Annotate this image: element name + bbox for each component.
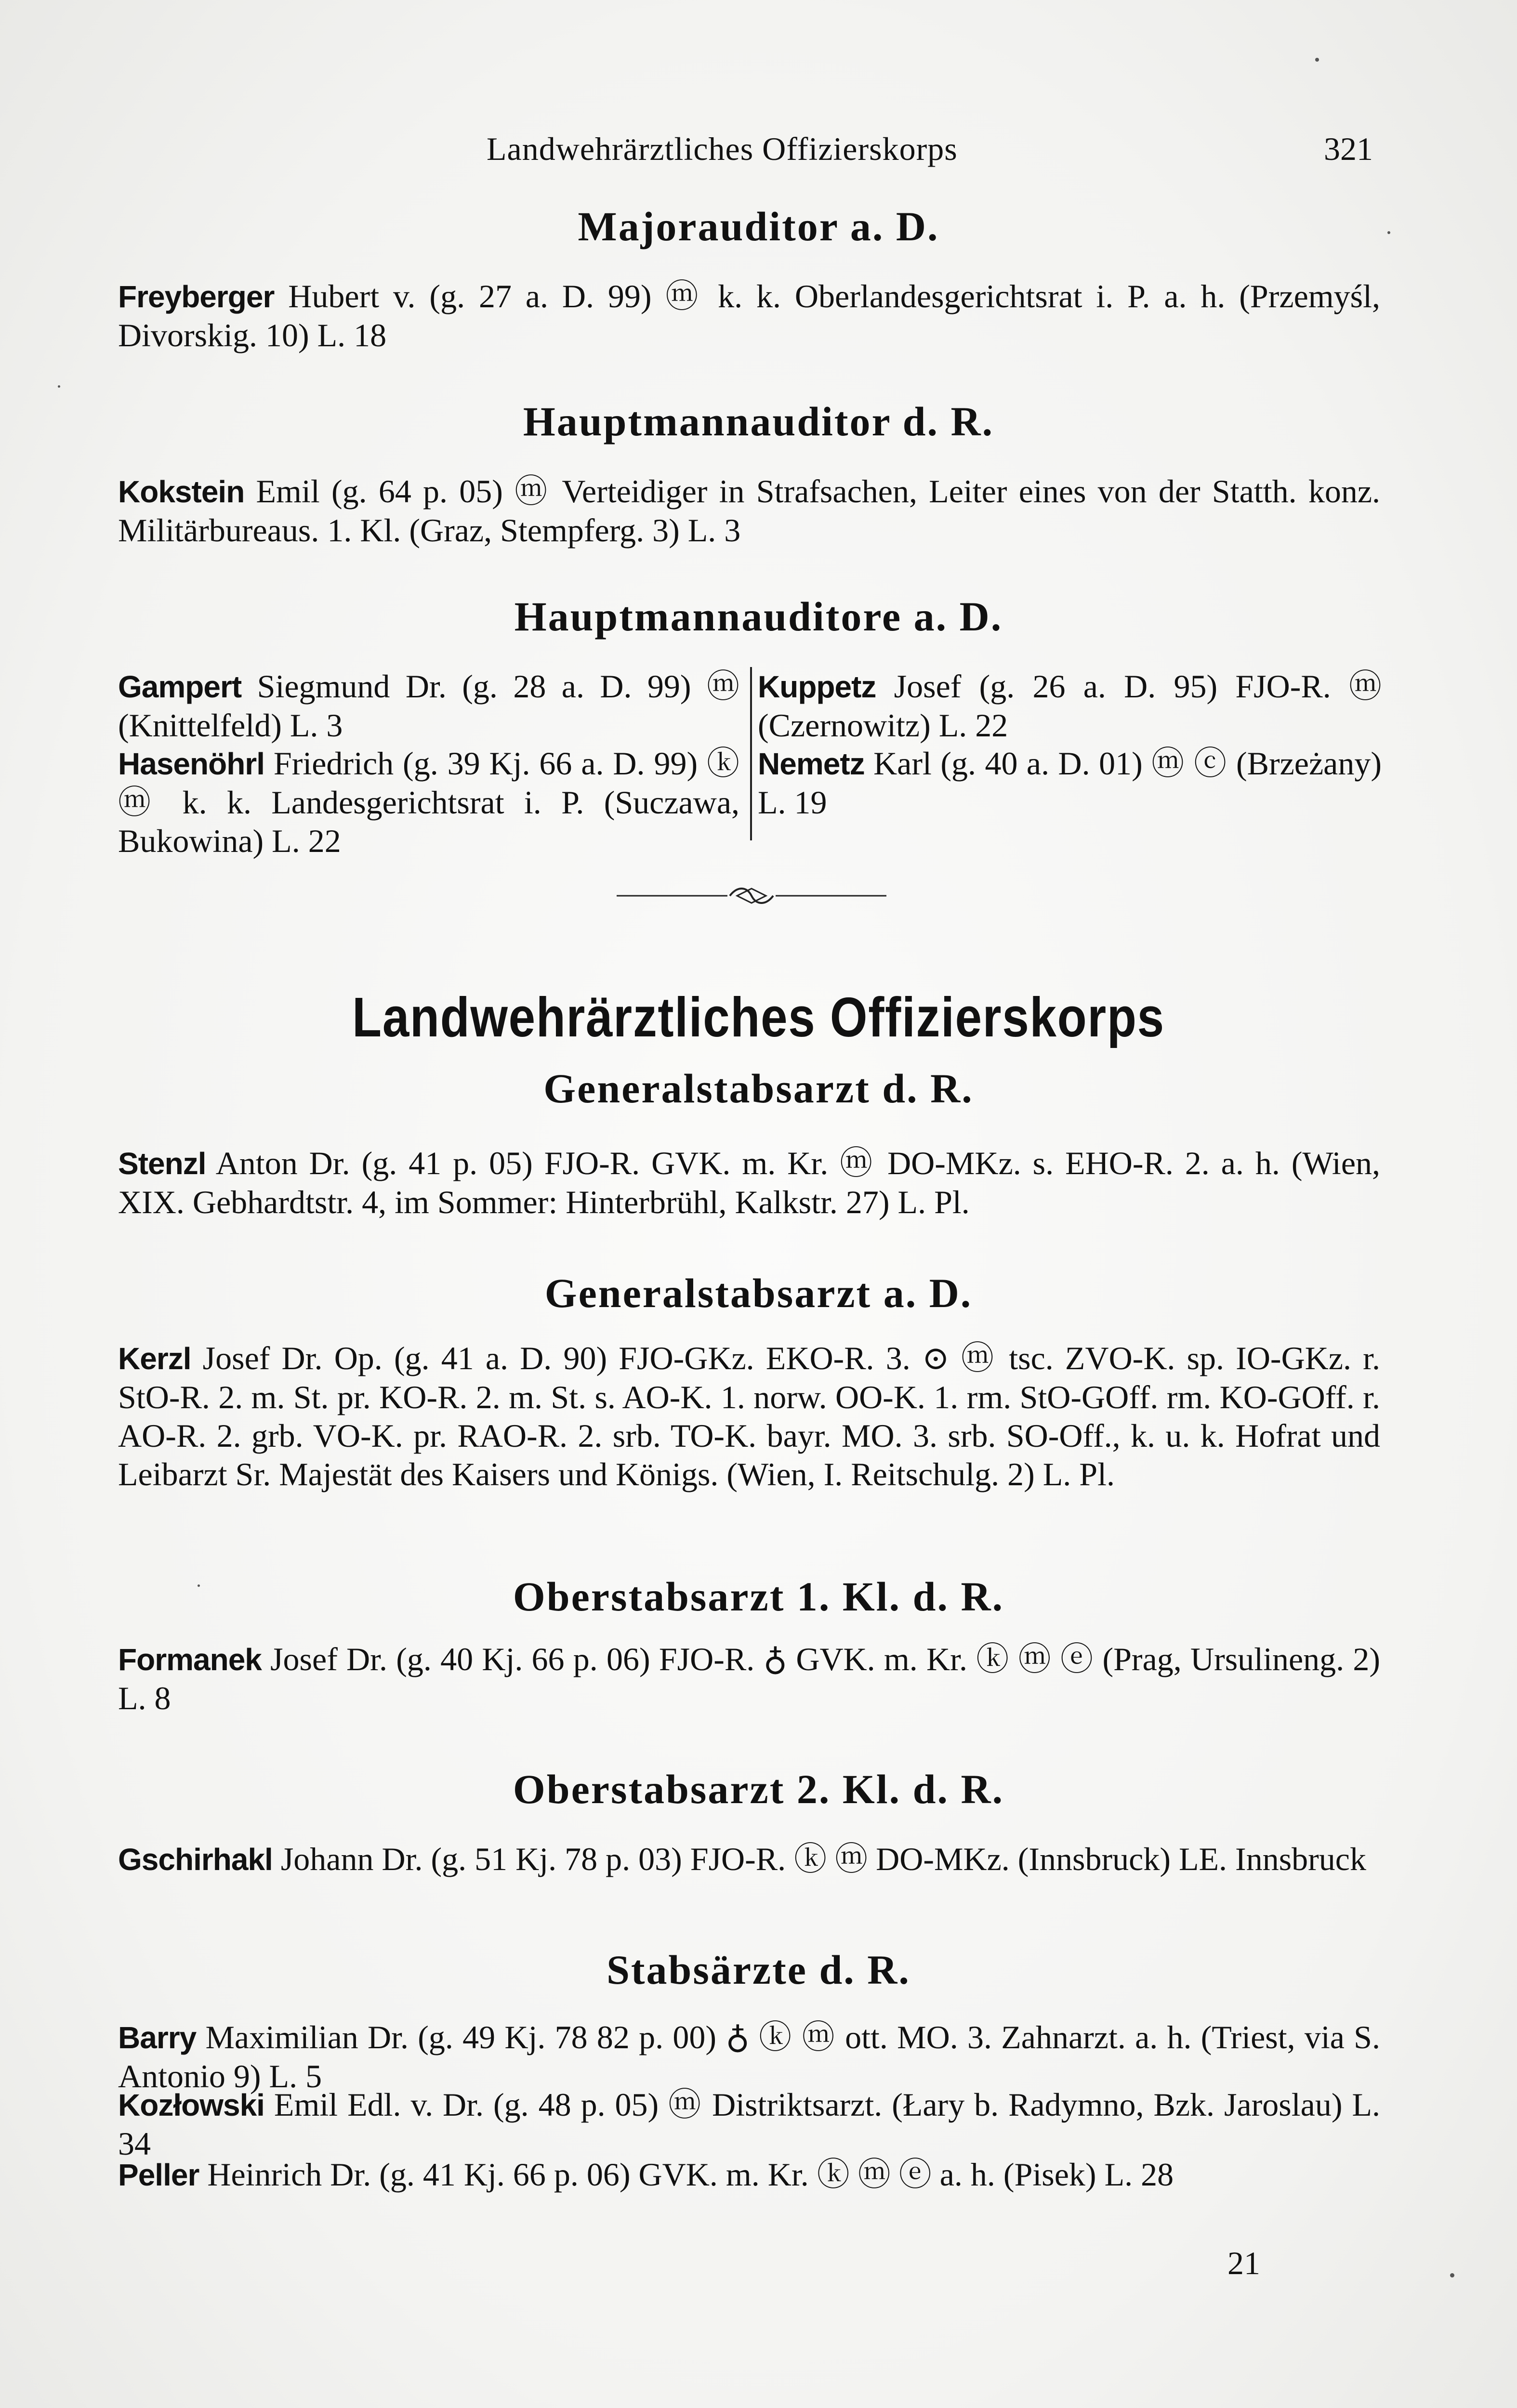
entry-text: Emil Edl. v. Dr. (g. 48 p. 05) ⓜ Distriktsarzt. (Łary b. Radymno, Bzk. Jaroslau) L. 34: [118, 2086, 1380, 2162]
entry-text: Josef Dr. Op. (g. 41 a. D. 90) FJO-GKz. EKO-R. 3. ⊙ ⓜ tsc. ZVO-K. sp. IO-GKz. r. StO-R. 2. m. St. pr. KO-R. 2. m. St. s. AO-K. 1. norw. OO-K. 1. rm. StO-GOff. rm. KO-GOff. r. AO-R. 2. grb. VO-K. pr. RAO-R. 2. srb. TO-K. bayr. MO. 3. srb. SO-Off., k. u. k. Hofrat und Leibarzt Sr. Majestät des Kaisers und Königs. (Wien, I. Reitschulg. 2) L. Pl.: [118, 1340, 1381, 1492]
entry-text: Karl (g. 40 a. D. 01) ⓜ ⓒ (Brzeżany) L. 19: [758, 745, 1382, 821]
ornament-divider: [617, 881, 886, 910]
entry-gschirhakl: [118, 1840, 1380, 1879]
entry-text: Johann Dr. (g. 51 Kj. 78 p. 03) FJO-R. ⓚ ⓜ DO-MKz. (Innsbruck) LE. Innsbruck: [280, 1841, 1366, 1877]
entry-text: Hubert v. (g. 27 a. D. 99) ⓜ k. k. Oberlandesgerichtsrat i. P. a. h. (Przemyśl, Divorskig. 10) L. 18: [118, 278, 1380, 353]
section-heading-generalstabsarzt-ad: Generalstabsarzt a. D.: [544, 1270, 973, 1316]
entry-text: Maximilian Dr. (g. 49 Kj. 78 82 p. 00) ♁ ⓚ ⓜ ott. MO. 3. Zahnarzt. a. h. (Triest, via S. Antonio 9) L. 5: [118, 2019, 1381, 2094]
entry-formanek: [118, 1640, 1380, 1717]
entry-gampert: [118, 667, 739, 745]
entry-nemetz: [758, 744, 1382, 822]
entry-hasenoehrl: [118, 744, 739, 860]
section-heading-hauptmannauditor: Hauptmannauditor d. R.: [523, 398, 994, 445]
section-heading-majorauditor: Majorauditor a. D.: [578, 203, 939, 249]
scan-speck: [58, 385, 60, 388]
section-heading-stabsaerzte: Stabsärzte d. R.: [607, 1947, 910, 1993]
entry-name: Nemetz: [758, 746, 865, 781]
entry-text: Friedrich (g. 39 Kj. 66 a. D. 99) ⓚ ⓜ k. k. Landesgerichtsrat i. P. (Suczawa, Bukowina) L. 22: [118, 745, 740, 859]
entry-kuppetz: [758, 667, 1382, 745]
entry-name: Kokstein: [118, 474, 245, 509]
entry-text: Emil (g. 64 p. 05) ⓜ Verteidiger in Strafsachen, Leiter eines von der Statth. konz. Militärbureaus. 1. Kl. (Graz, Stempferg. 3) L. 3: [118, 473, 1380, 549]
entry-name: Kuppetz: [758, 669, 876, 704]
column-divider: [750, 667, 752, 840]
entry-name: Peller: [118, 2158, 199, 2192]
entry-text: Josef Dr. (g. 40 Kj. 66 p. 06) FJO-R. ♁ GVK. m. Kr. ⓚ ⓜ ⓔ (Prag, Ursulineng. 2) L. 8: [118, 1641, 1381, 1716]
entry-name: Freyberger: [118, 279, 275, 314]
section-heading-hauptmannauditore: Hauptmannauditore a. D.: [514, 593, 1003, 640]
entry-name: Kozłowski: [118, 2088, 264, 2122]
entry-name: Hasenöhrl: [118, 746, 264, 781]
entry-peller: [118, 2155, 1380, 2194]
entry-kerzl: [118, 1339, 1380, 1493]
entry-text: Josef (g. 26 a. D. 95) FJO-R. ⓜ (Czernowitz) L. 22: [758, 668, 1382, 744]
entry-name: Gampert: [118, 669, 242, 704]
section-heading-oberstabsarzt-2: Oberstabsarzt 2. Kl. d. R.: [513, 1766, 1004, 1812]
main-title: Landwehrärztliches Offizierskorps: [352, 986, 1165, 1048]
entry-kozlowski: [118, 2085, 1380, 2163]
entry-stenzl: [118, 1144, 1380, 1221]
entry-name: Kerzl: [118, 1341, 191, 1376]
entry-name: Formanek: [118, 1642, 262, 1677]
entry-text: Anton Dr. (g. 41 p. 05) FJO-R. GVK. m. Kr. ⓜ DO-MKz. s. EHO-R. 2. a. h. (Wien, XIX. Gebhardtstr. 4, im Sommer: Hinterbrühl, Kalkstr. 27) L. Pl.: [118, 1145, 1381, 1220]
scan-speck: [1387, 231, 1390, 234]
signature-number: 21: [1227, 2245, 1260, 2281]
entry-text: Siegmund Dr. (g. 28 a. D. 99) ⓜ (Knittelfeld) L. 3: [118, 668, 739, 744]
running-header-title: Landwehrärztliches Offizierskorps: [487, 131, 958, 167]
entry-freyberger: [118, 277, 1380, 354]
scan-speck: [1315, 58, 1319, 62]
scan-speck: [1450, 2273, 1454, 2277]
entry-text: Heinrich Dr. (g. 41 Kj. 66 p. 06) GVK. m. Kr. ⓚ ⓜ ⓔ a. h. (Pisek) L. 28: [207, 2156, 1174, 2193]
entry-name: Stenzl: [118, 1146, 206, 1181]
section-heading-oberstabsarzt-1: Oberstabsarzt 1. Kl. d. R.: [513, 1573, 1004, 1620]
section-heading-generalstabsarzt-dr: Generalstabsarzt d. R.: [543, 1065, 974, 1112]
entry-name: Barry: [118, 2020, 197, 2055]
entry-kokstein: [118, 472, 1380, 550]
page-number: 321: [1324, 131, 1373, 167]
entry-name: Gschirhakl: [118, 1842, 273, 1877]
scan-speck: [198, 1584, 200, 1587]
entry-barry: [118, 2018, 1380, 2095]
